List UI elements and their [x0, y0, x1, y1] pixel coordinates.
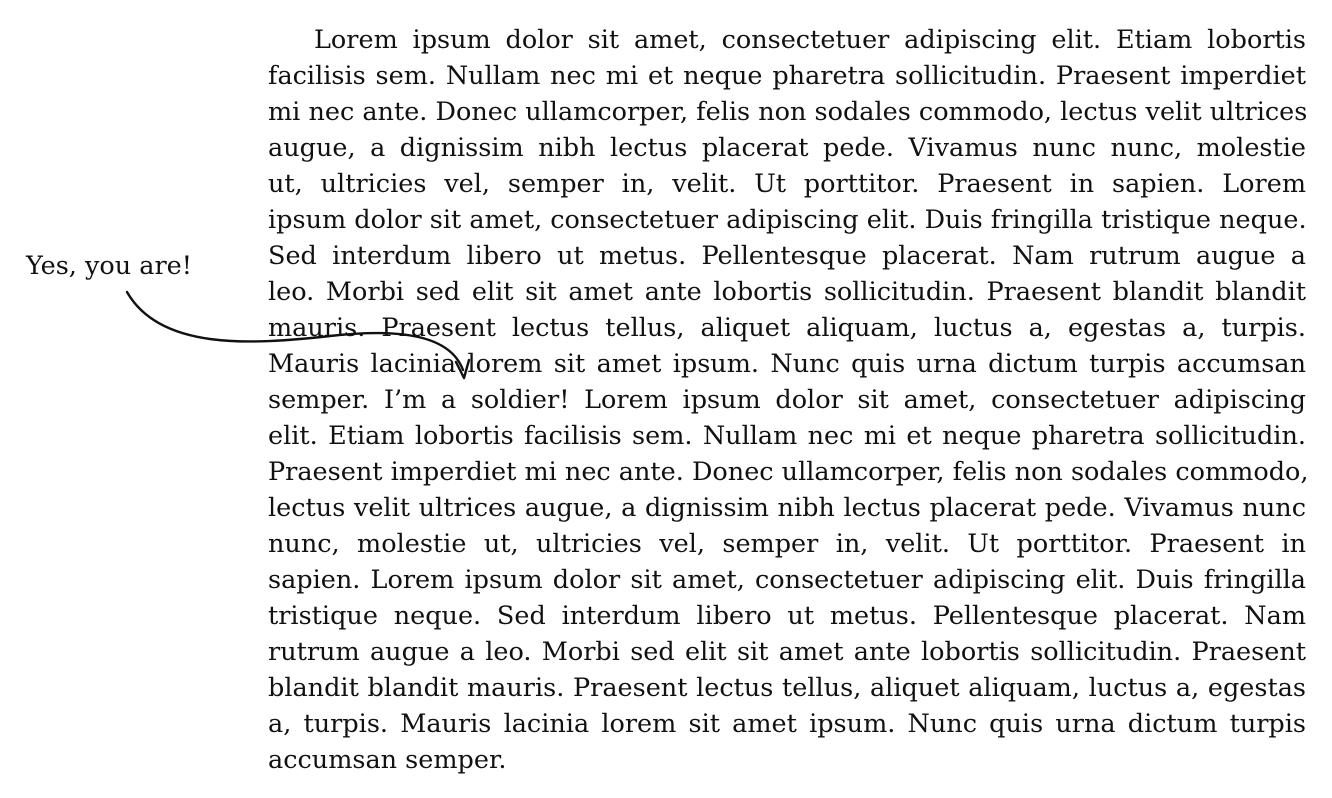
body-paragraph [268, 22, 1309, 778]
paragraph-line: ipsum dolor sit amet, consectetuer adipiscing elit. Duis fringilla tristique neque. [268, 205, 1307, 235]
paragraph-line: lectus velit ultrices augue, a dignissim nibh lectus placerat pede. Vivamus nunc [268, 493, 1306, 523]
paragraph-line: rutrum augue a leo. Morbi sed elit sit amet ante lobortis sollicitudin. Praesent [268, 637, 1306, 667]
paragraph-line: a, turpis. Mauris lacinia lorem sit amet ipsum. Nunc quis urna dictum turpis [268, 709, 1306, 739]
paragraph-line: sapien. Lorem ipsum dolor sit amet, consectetuer adipiscing elit. Duis fringilla [268, 565, 1306, 595]
paragraph-line: Mauris lacinia lorem sit amet ipsum. Nunc quis urna dictum turpis accumsan [268, 349, 1306, 379]
paragraph-line: blandit blandit mauris. Praesent lectus tellus, aliquet aliquam, luctus a, egestas [268, 673, 1306, 703]
paragraph-line: tristique neque. Sed interdum libero ut metus. Pellentesque placerat. Nam [268, 601, 1306, 631]
paragraph-line: facilisis sem. Nullam nec mi et neque pharetra sollicitudin. Praesent imperdiet [268, 61, 1306, 91]
paragraph-line: mauris. Praesent lectus tellus, aliquet aliquam, luctus a, egestas a, turpis. [268, 313, 1306, 343]
margin-note: Yes, you are! [26, 251, 193, 281]
paragraph-line: ut, ultricies vel, semper in, velit. Ut porttitor. Praesent in sapien. Lorem [268, 169, 1306, 199]
paragraph-line: Praesent imperdiet mi nec ante. Donec ullamcorper, felis non sodales commodo, [268, 457, 1309, 487]
paragraph-line: augue, a dignissim nibh lectus placerat pede. Vivamus nunc nunc, molestie [268, 133, 1306, 163]
paragraph-line: nunc, molestie ut, ultricies vel, semper in, velit. Ut porttitor. Praesent in [268, 529, 1306, 559]
paragraph-line: leo. Morbi sed elit sit amet ante lobortis sollicitudin. Praesent blandit blandit [268, 277, 1306, 307]
paragraph-line: Lorem ipsum dolor sit amet, consectetuer adipiscing elit. Etiam lobortis [314, 25, 1306, 55]
paragraph-line: Sed interdum libero ut metus. Pellentesque placerat. Nam rutrum augue a [268, 241, 1306, 271]
paragraph-line: semper. I’m a soldier! Lorem ipsum dolor sit amet, consectetuer adipiscing [268, 385, 1306, 415]
paragraph-line: elit. Etiam lobortis facilisis sem. Nullam nec mi et neque pharetra sollicitudin. [268, 421, 1306, 451]
paragraph-line: mi nec ante. Donec ullamcorper, felis non sodales commodo, lectus velit ultrices [268, 97, 1308, 127]
paragraph-line: accumsan semper. [268, 745, 507, 775]
